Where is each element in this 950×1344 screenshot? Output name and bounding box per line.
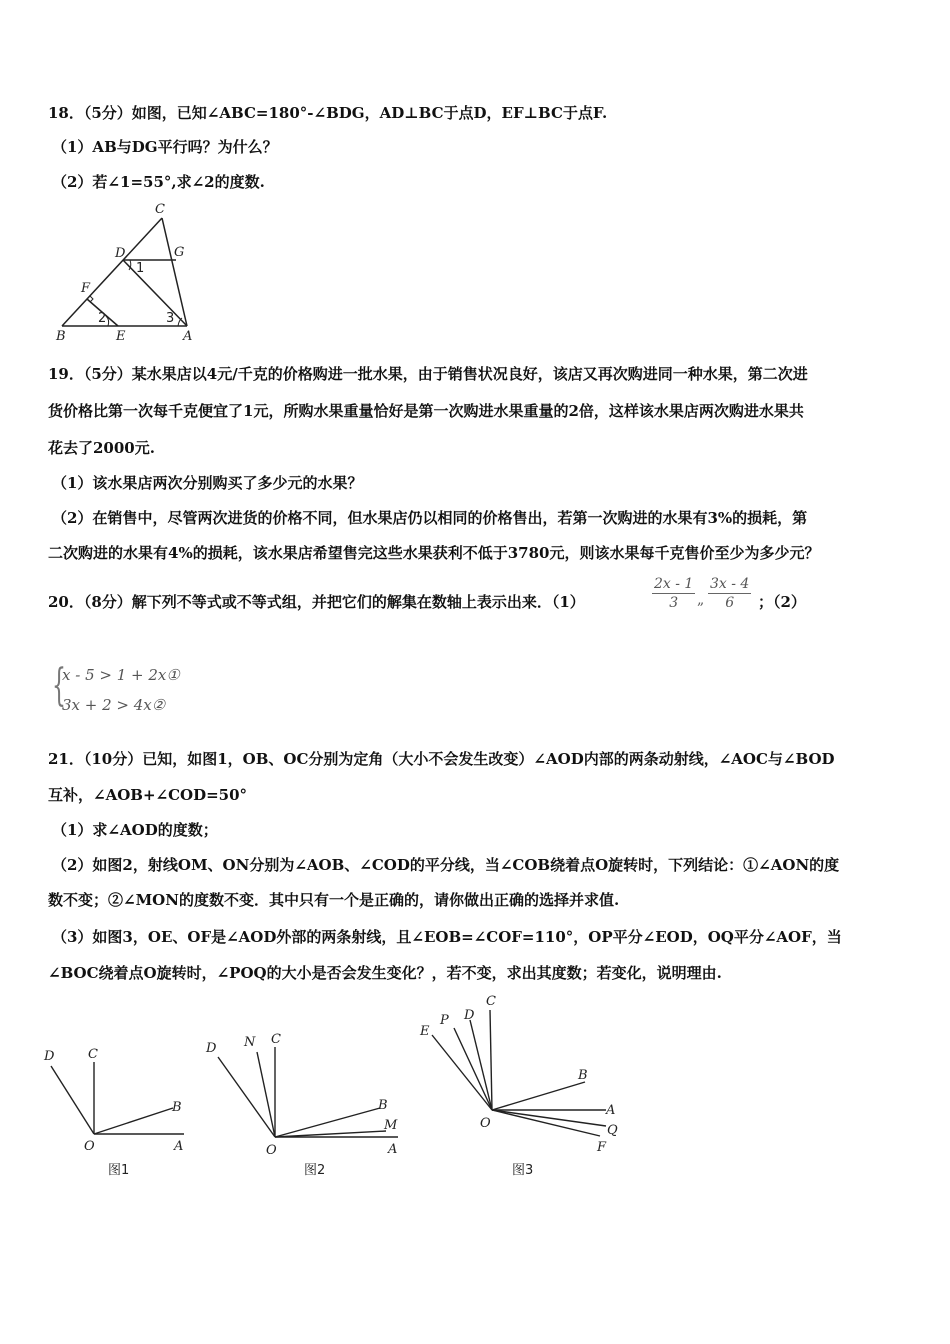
q20-system-line1: x - 5 > 1 + 2x①: [62, 666, 180, 684]
fig1-caption: 图1: [108, 1163, 130, 1178]
q21-part1: （1）求∠AOD的度数；: [52, 821, 218, 839]
fig2-label-D: D: [206, 1041, 217, 1056]
fig2-label-O: O: [266, 1143, 277, 1158]
q18-label-2: 2: [98, 311, 107, 326]
q18-triangle-figure: [50, 198, 210, 343]
q18-label-E: E: [116, 329, 126, 343]
q19-part2-line2: 二次购进的水果有4%的损耗，该水果店希望售完这些水果获利不低于3780元，则该水果每千克售价至少为多少元？: [48, 544, 820, 562]
q18-label-B: B: [56, 329, 66, 343]
q21-figure-2: [200, 1030, 410, 1180]
q19-stem-line3: 花去了2000元.: [48, 439, 155, 457]
q18-label-F: F: [81, 281, 91, 296]
q21-part3-line1: （3）如图3，OE、OF是∠AOD外部的两条射线，且∠EOB=∠COF=110°，OP平分∠EOD，OQ平分∠AOF，当: [52, 928, 842, 946]
fig3-label-B: B: [578, 1068, 588, 1083]
q21-figure-1: [38, 1040, 198, 1180]
fig2-label-M: M: [384, 1118, 398, 1133]
fig3-label-F: F: [597, 1140, 607, 1155]
q20-relation: „: [697, 592, 705, 608]
fig2-label-C: C: [271, 1032, 281, 1047]
q20-tail: ；（2）: [758, 593, 806, 611]
q21-part2-line2: 数不变；②∠MON的度数不变．其中只有一个是正确的，请你做出正确的选择并求值.: [48, 891, 620, 909]
q18-label-G: G: [174, 245, 185, 260]
fig2-label-B: B: [378, 1098, 388, 1113]
q20-fraction-1-numerator: 2x - 1: [654, 576, 694, 592]
fig2-label-A: A: [388, 1142, 398, 1157]
q19-stem-line1: 19．（5分）某水果店以4元/千克的价格购进一批水果，由于销售状况良好，该店又再次购进同一种水果，第二次进: [48, 365, 808, 383]
q19-part2-line1: （2）在销售中，尽管两次进货的价格不同，但水果店仍以相同的价格售出，若第一次购进的水果有3%的损耗，第: [52, 509, 808, 527]
fig3-label-C: C: [486, 994, 496, 1009]
fig3-label-D: D: [464, 1008, 475, 1023]
fig1-label-A: A: [174, 1139, 184, 1154]
q20-stem: 20．（8分）解下列不等式或不等式组，并把它们的解集在数轴上表示出来．（1）: [48, 593, 585, 611]
fig3-label-O: O: [480, 1116, 491, 1131]
fig1-label-D: D: [44, 1049, 55, 1064]
q18-label-3: 3: [166, 311, 175, 326]
q20-fraction-2: [708, 576, 751, 611]
fig1-label-B: B: [172, 1100, 182, 1115]
fig3-label-E: E: [420, 1024, 430, 1039]
q18-part2: （2）若∠1=55°,求∠2的度数.: [52, 173, 265, 191]
q21-part3-line2: ∠BOC绕着点O旋转时，∠POQ的大小是否会发生变化？，若不变，求出其度数；若变化，说明理由.: [48, 964, 722, 982]
fig1-label-C: C: [88, 1047, 98, 1062]
fig3-label-Q: Q: [607, 1123, 618, 1138]
q20-fraction-1: [652, 576, 695, 611]
q21-stem-line1: 21．（10分）已知，如图1，OB、OC分别为定角（大小不会发生改变）∠AOD内部的两条动射线，∠AOC与∠BOD: [48, 750, 835, 768]
fig2-caption: 图2: [304, 1163, 326, 1178]
fig3-label-P: P: [440, 1013, 449, 1028]
fig3-caption: 图3: [512, 1163, 534, 1178]
q19-stem-line2: 货价格比第一次每千克便宜了1元，所购水果重量恰好是第一次购进水果重量的2倍，这样该水果店两次购进水果共: [48, 402, 804, 420]
q20-fraction-2-numerator: 3x - 4: [710, 576, 750, 592]
q18-label-C: C: [155, 202, 165, 217]
q18-part1: （1）AB与DG平行吗？为什么？: [52, 138, 278, 156]
q20-fraction-1-denominator: 3: [669, 595, 679, 611]
q21-stem-line2: 互补，∠AOB+∠COD=50°: [48, 786, 248, 804]
q19-part1: （1）该水果店两次分别购买了多少元的水果？: [52, 474, 363, 492]
q21-part2-line1: （2）如图2，射线OM、ON分别为∠AOB、∠COD的平分线，当∠COB绕着点O旋转时，下列结论：①∠AON的度: [52, 856, 840, 874]
q18-label-1: 1: [136, 261, 145, 276]
q18-stem: 18．（5分）如图，已知∠ABC=180°-∠BDG，AD⊥BC于点D，EF⊥BC于点F.: [48, 104, 608, 122]
fig2-label-N: N: [244, 1035, 256, 1050]
q20-system-line2: 3x + 2 > 4x②: [62, 696, 166, 714]
fig3-label-A: A: [606, 1103, 616, 1118]
q18-label-D: D: [115, 246, 126, 261]
fig1-label-O: O: [84, 1139, 95, 1154]
q20-fraction-2-denominator: 6: [725, 595, 735, 611]
q18-label-A: A: [183, 329, 193, 343]
q21-figure-3: [410, 990, 630, 1180]
